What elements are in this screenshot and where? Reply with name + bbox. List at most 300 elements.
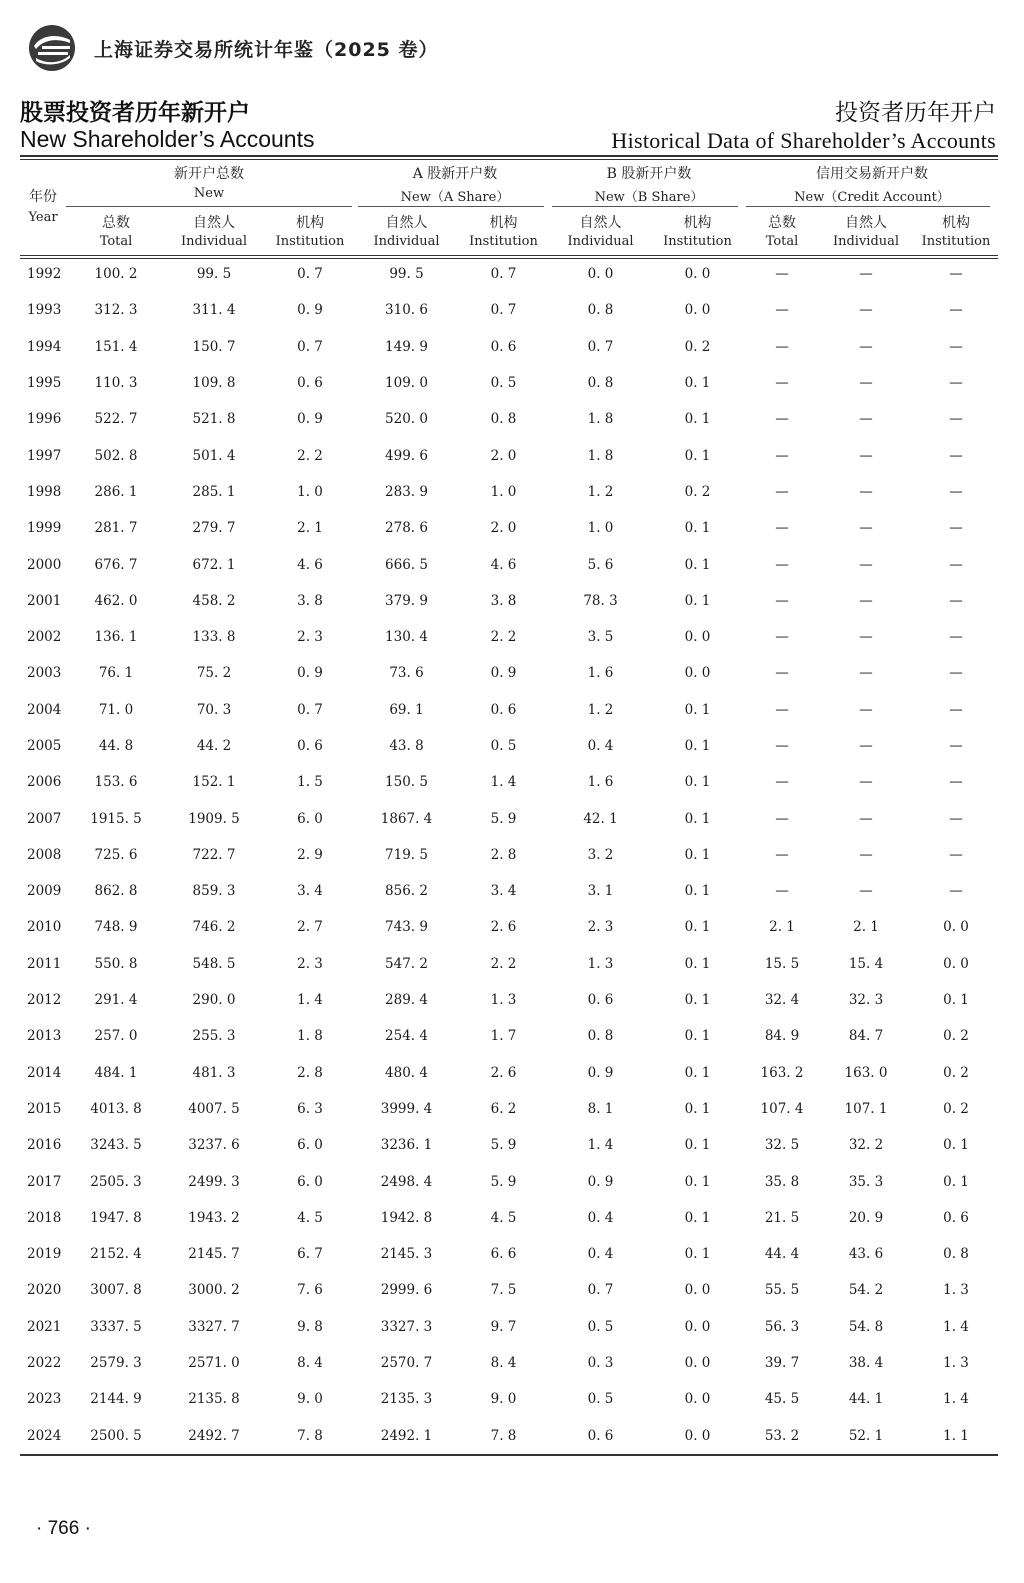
value-cell: —	[775, 447, 789, 464]
value-cell: 862. 8	[94, 883, 138, 900]
value-cell: 0. 4	[587, 738, 614, 754]
value-cell: 6. 0	[297, 1137, 323, 1154]
value-cell: —	[949, 592, 963, 609]
col-header-new-individual-en: Individual	[180, 234, 248, 249]
value-cell: 1. 8	[587, 411, 614, 428]
value-cell: 0. 6	[943, 1209, 969, 1226]
col-header-credit-individual-cn: 自然人	[845, 215, 887, 231]
value-cell: 676. 7	[94, 556, 138, 573]
value-cell: 3999. 4	[380, 1100, 433, 1117]
value-cell: 1942. 8	[380, 1209, 433, 1226]
value-cell: 2144. 9	[90, 1391, 142, 1408]
value-cell: 0. 4	[587, 1209, 614, 1226]
value-cell: 0. 8	[587, 1028, 614, 1045]
value-cell: 2. 6	[490, 919, 517, 936]
value-cell: 0. 1	[684, 992, 711, 1009]
value-cell: 283. 9	[385, 483, 428, 500]
value-cell: —	[775, 774, 789, 791]
section-title-cn: 投资者历年开户	[835, 100, 996, 126]
value-cell: 1. 6	[587, 665, 614, 682]
group-header-new-en: New	[193, 186, 225, 201]
value-cell: 6. 7	[297, 1246, 323, 1263]
book-header	[28, 22, 439, 74]
value-cell: 0. 0	[684, 1318, 711, 1335]
table-row	[20, 329, 998, 365]
value-cell: 0. 9	[587, 1064, 614, 1081]
value-cell: 75. 2	[196, 665, 232, 682]
col-header-credit-total-en: Total	[765, 234, 799, 249]
table-row	[20, 946, 998, 982]
value-cell: 6. 2	[490, 1100, 517, 1117]
value-cell: —	[859, 701, 873, 718]
value-cell: 6. 0	[297, 1173, 323, 1190]
value-cell: 7. 6	[297, 1282, 323, 1299]
table-row	[20, 692, 998, 728]
value-cell: 4. 6	[297, 556, 323, 573]
table-row	[20, 510, 998, 546]
year-cell: 1998	[27, 483, 62, 500]
value-cell: 0. 0	[684, 266, 711, 283]
value-cell: 0. 1	[684, 738, 711, 754]
value-cell: 153. 6	[94, 774, 138, 791]
value-cell: 0. 8	[587, 375, 614, 392]
value-cell: 45. 5	[764, 1391, 800, 1408]
value-cell: 8. 4	[490, 1355, 517, 1372]
value-cell: —	[949, 556, 963, 573]
value-cell: 3. 4	[490, 883, 517, 900]
value-cell: —	[775, 411, 789, 428]
value-cell: 0. 0	[684, 1427, 711, 1444]
value-cell: 0. 0	[684, 665, 711, 682]
value-cell: —	[949, 302, 963, 319]
col-header-a-individual-cn: 自然人	[385, 215, 428, 231]
value-cell: —	[949, 338, 963, 355]
value-cell: 0. 1	[684, 592, 711, 609]
year-cell: 2012	[27, 992, 62, 1009]
value-cell: 3236. 1	[380, 1137, 433, 1154]
value-cell: 5. 6	[587, 556, 614, 573]
value-cell: 130. 4	[385, 629, 428, 646]
value-cell: 0. 1	[684, 556, 711, 573]
value-cell: 53. 2	[764, 1427, 800, 1444]
table-row	[20, 474, 998, 510]
value-cell: 4. 6	[490, 556, 517, 573]
value-cell: 1. 7	[490, 1028, 517, 1045]
value-cell: 150. 5	[385, 774, 428, 791]
value-cell: 152. 1	[192, 774, 236, 791]
value-cell: —	[859, 883, 873, 900]
value-cell: 2570. 7	[380, 1355, 433, 1372]
value-cell: 672. 1	[192, 556, 236, 573]
value-cell: 1. 3	[490, 992, 517, 1009]
year-cell: 2020	[27, 1282, 62, 1299]
table-row	[20, 982, 998, 1018]
group-header-credit-en: New（Credit Account）	[794, 190, 950, 205]
value-cell: 4007. 5	[188, 1100, 240, 1117]
top-rule-thin	[20, 159, 998, 160]
value-cell: —	[949, 665, 963, 682]
value-cell: 84. 9	[764, 1028, 800, 1045]
value-cell: 71. 0	[98, 701, 134, 718]
value-cell: 3327. 3	[380, 1318, 433, 1335]
value-cell: 84. 7	[848, 1028, 884, 1045]
table-row	[20, 837, 998, 873]
value-cell: —	[859, 774, 873, 791]
value-cell: 0. 5	[587, 1318, 614, 1335]
value-cell: 2. 8	[297, 1064, 323, 1081]
value-cell: 0. 5	[587, 1391, 614, 1408]
value-cell: 3. 8	[490, 592, 517, 609]
value-cell: 2. 0	[490, 520, 517, 537]
value-cell: 44. 4	[764, 1246, 800, 1263]
value-cell: 2. 8	[490, 846, 517, 863]
year-cell: 2014	[27, 1064, 62, 1081]
bottom-rule	[20, 1454, 998, 1456]
value-cell: 9. 0	[490, 1391, 517, 1408]
value-cell: —	[859, 846, 873, 863]
value-cell: 1909. 5	[188, 810, 240, 827]
value-cell: 1. 2	[587, 701, 614, 718]
value-cell: 35. 8	[764, 1173, 800, 1190]
group-header-new-cn: 新开户总数	[174, 166, 244, 182]
value-cell: 0. 0	[684, 302, 711, 319]
value-cell: 0. 1	[684, 955, 711, 972]
value-cell: 107. 4	[760, 1100, 804, 1117]
value-cell: 4013. 8	[90, 1100, 142, 1117]
value-cell: —	[775, 883, 789, 900]
value-cell: 0. 2	[684, 338, 711, 355]
value-cell: 0. 4	[587, 1246, 614, 1263]
value-cell: 521. 8	[192, 411, 236, 428]
year-cell: 2022	[27, 1355, 62, 1372]
value-cell: 1. 0	[297, 483, 323, 500]
value-cell: 0. 1	[684, 1028, 711, 1045]
value-cell: 547. 2	[385, 955, 428, 972]
value-cell: —	[859, 520, 873, 537]
value-cell: 0. 2	[943, 1028, 969, 1045]
value-cell: 281. 7	[94, 520, 138, 537]
value-cell: 0. 3	[587, 1355, 614, 1372]
value-cell: 5. 9	[490, 1137, 517, 1154]
value-cell: 2. 0	[490, 447, 517, 464]
col-header-credit-total-cn: 总数	[768, 215, 796, 231]
year-cell: 2006	[27, 774, 62, 791]
year-cell: 2018	[27, 1209, 62, 1226]
page-number: · 766 ·	[36, 1518, 91, 1539]
col-header-b-individual-cn: 自然人	[579, 215, 622, 231]
year-cell: 2010	[27, 919, 62, 936]
table-row	[20, 583, 998, 619]
value-cell: 1. 4	[587, 1137, 614, 1154]
value-cell: 3000. 2	[188, 1282, 240, 1299]
value-cell: 136. 1	[94, 629, 138, 646]
year-cell: 2023	[27, 1391, 62, 1408]
group-rule-b-share	[552, 206, 738, 207]
value-cell: 0. 8	[943, 1246, 969, 1263]
value-cell: 43. 6	[848, 1246, 884, 1263]
table-body	[20, 256, 998, 1454]
value-cell: 5. 9	[490, 1173, 517, 1190]
year-cell: 2009	[27, 883, 62, 900]
table-row	[20, 401, 998, 437]
value-cell: —	[949, 810, 963, 827]
value-cell: 4. 5	[490, 1209, 517, 1226]
year-cell: 2024	[27, 1427, 62, 1444]
value-cell: 2. 9	[297, 846, 323, 863]
value-cell: 69. 1	[389, 701, 424, 718]
value-cell: 1915. 5	[90, 810, 142, 827]
year-cell: 2005	[27, 738, 62, 754]
section-title-en: Historical Data of Shareholder’s Accounts	[611, 128, 996, 153]
value-cell: 2152. 4	[90, 1246, 142, 1263]
value-cell: 2505. 3	[90, 1173, 142, 1190]
table-row	[20, 1091, 998, 1127]
value-cell: 7. 5	[490, 1282, 517, 1299]
table-row	[20, 873, 998, 909]
group-rule-a-share	[358, 206, 544, 207]
value-cell: —	[949, 447, 963, 464]
page-title-en: New Shareholder’s Accounts	[20, 126, 315, 152]
value-cell: —	[775, 375, 789, 392]
value-cell: 54. 8	[848, 1318, 884, 1335]
value-cell: 54. 2	[848, 1282, 884, 1299]
year-cell: 2021	[27, 1318, 62, 1335]
value-cell: 0. 0	[684, 1282, 711, 1299]
value-cell: 458. 2	[192, 592, 236, 609]
value-cell: 0. 7	[490, 266, 517, 283]
value-cell: 0. 2	[943, 1100, 969, 1117]
value-cell: 133. 8	[192, 629, 236, 646]
top-rule	[20, 155, 998, 157]
value-cell: 254. 4	[385, 1028, 428, 1045]
value-cell: 39. 7	[764, 1355, 800, 1372]
value-cell: 6. 3	[297, 1100, 323, 1117]
year-cell: 1994	[27, 338, 62, 355]
value-cell: 502. 8	[94, 447, 138, 464]
value-cell: 1. 3	[943, 1282, 969, 1299]
year-cell: 2017	[27, 1173, 62, 1190]
value-cell: 2. 2	[490, 629, 517, 646]
value-cell: 1. 5	[297, 774, 323, 791]
value-cell: 484. 1	[94, 1064, 138, 1081]
col-header-b-institution-cn: 机构	[683, 215, 712, 231]
value-cell: 163. 2	[760, 1064, 804, 1081]
value-cell: 163. 0	[844, 1064, 888, 1081]
value-cell: 9. 7	[490, 1318, 517, 1335]
value-cell: 2492. 1	[380, 1427, 433, 1444]
value-cell: 0. 9	[297, 411, 323, 428]
col-header-new-individual-cn: 自然人	[193, 215, 235, 231]
value-cell: 2. 1	[769, 919, 795, 936]
value-cell: 0. 7	[297, 266, 323, 283]
value-cell: 1. 4	[297, 992, 323, 1009]
value-cell: 0. 6	[490, 701, 517, 718]
value-cell: 1867. 4	[380, 810, 433, 827]
year-cell: 1992	[27, 266, 62, 283]
value-cell: 859. 3	[192, 883, 236, 900]
value-cell: 1. 0	[587, 520, 614, 537]
value-cell: 2. 3	[587, 919, 614, 936]
value-cell: 0. 1	[684, 1137, 711, 1154]
value-cell: 107. 1	[844, 1100, 888, 1117]
value-cell: 255. 3	[192, 1028, 236, 1045]
table-row	[20, 1309, 998, 1345]
value-cell: 1. 1	[943, 1427, 969, 1444]
value-cell: —	[859, 556, 873, 573]
value-cell: —	[859, 810, 873, 827]
value-cell: 32. 5	[764, 1137, 800, 1154]
value-cell: 3237. 6	[188, 1137, 240, 1154]
value-cell: 42. 1	[583, 810, 618, 827]
value-cell: 0. 1	[684, 810, 711, 827]
table-row	[20, 619, 998, 655]
value-cell: 0. 1	[684, 375, 711, 392]
value-cell: —	[859, 447, 873, 464]
table-row	[20, 1018, 998, 1054]
value-cell: 0. 1	[943, 1137, 969, 1154]
year-cell: 2003	[27, 665, 62, 682]
value-cell: —	[859, 592, 873, 609]
value-cell: 109. 8	[192, 375, 236, 392]
group-header-a-share-cn: A 股新开户数	[412, 166, 498, 182]
value-cell: 550. 8	[94, 955, 138, 972]
value-cell: 0. 1	[684, 1209, 711, 1226]
year-cell: 1997	[27, 447, 62, 464]
value-cell: 2571. 0	[188, 1355, 240, 1372]
value-cell: 0. 6	[587, 992, 614, 1009]
value-cell: 0. 1	[684, 520, 711, 537]
value-cell: —	[859, 302, 873, 319]
value-cell: 2579. 3	[90, 1355, 142, 1372]
year-cell: 2000	[27, 556, 62, 573]
value-cell: 286. 1	[94, 483, 138, 500]
value-cell: 0. 7	[490, 302, 517, 319]
value-cell: 2. 7	[297, 919, 323, 936]
value-cell: 2. 2	[297, 447, 323, 464]
value-cell: —	[775, 701, 789, 718]
value-cell: —	[949, 883, 963, 900]
accounts-table	[20, 256, 998, 1454]
col-header-year-en: Year	[28, 210, 58, 225]
value-cell: 0. 9	[587, 1173, 614, 1190]
year-cell: 2016	[27, 1137, 62, 1154]
group-header-credit-cn: 信用交易新开户数	[816, 166, 928, 182]
value-cell: 32. 4	[764, 992, 800, 1009]
value-cell: 3337. 5	[90, 1318, 142, 1335]
value-cell: 257. 0	[94, 1028, 138, 1045]
value-cell: 3. 8	[297, 592, 323, 609]
value-cell: —	[859, 338, 873, 355]
value-cell: 3243. 5	[90, 1137, 142, 1154]
value-cell: 0. 0	[684, 1355, 711, 1372]
value-cell: —	[949, 483, 963, 500]
value-cell: 78. 3	[583, 592, 618, 609]
value-cell: 0. 1	[684, 774, 711, 791]
value-cell: 522. 7	[94, 411, 138, 428]
value-cell: 1. 3	[943, 1355, 969, 1372]
value-cell: 1. 8	[587, 447, 614, 464]
value-cell: 1943. 2	[188, 1209, 240, 1226]
value-cell: —	[775, 810, 789, 827]
table-row	[20, 365, 998, 401]
value-cell: 32. 3	[848, 992, 884, 1009]
col-header-a-institution-cn: 机构	[489, 215, 518, 231]
value-cell: 3. 1	[587, 883, 614, 900]
value-cell: —	[949, 375, 963, 392]
value-cell: 110. 3	[94, 375, 138, 392]
value-cell: 76. 1	[98, 665, 134, 682]
value-cell: 43. 8	[389, 738, 424, 754]
value-cell: 2. 1	[853, 919, 879, 936]
value-cell: 311. 4	[192, 302, 236, 319]
value-cell: 856. 2	[385, 883, 428, 900]
value-cell: 548. 5	[192, 955, 236, 972]
value-cell: 44. 8	[98, 738, 134, 754]
year-cell: 2008	[27, 846, 62, 863]
value-cell: —	[949, 738, 963, 754]
value-cell: 2. 2	[490, 955, 517, 972]
value-cell: 0. 0	[684, 629, 711, 646]
value-cell: 1. 4	[490, 774, 517, 791]
col-header-credit-institution-cn: 机构	[942, 215, 970, 231]
value-cell: 0. 1	[684, 846, 711, 863]
value-cell: 2. 1	[297, 520, 323, 537]
value-cell: 0. 1	[684, 1173, 711, 1190]
value-cell: 0. 5	[490, 738, 517, 754]
value-cell: 1. 2	[587, 483, 614, 500]
value-cell: 70. 3	[196, 701, 232, 718]
col-header-a-individual-en: Individual	[373, 234, 440, 249]
value-cell: —	[949, 774, 963, 791]
group-rule-credit	[746, 206, 990, 207]
value-cell: 1. 8	[297, 1028, 323, 1045]
value-cell: 2. 6	[490, 1064, 517, 1081]
value-cell: —	[949, 411, 963, 428]
value-cell: 2135. 3	[380, 1391, 433, 1408]
value-cell: —	[949, 846, 963, 863]
value-cell: 151. 4	[94, 338, 138, 355]
value-cell: 743. 9	[385, 919, 428, 936]
table-row	[20, 1345, 998, 1381]
value-cell: 149. 9	[385, 338, 428, 355]
value-cell: —	[775, 592, 789, 609]
value-cell: 278. 6	[385, 520, 428, 537]
value-cell: 2498. 4	[380, 1173, 433, 1190]
value-cell: 312. 3	[94, 302, 138, 319]
value-cell: 1. 3	[587, 955, 614, 972]
value-cell: 0. 1	[943, 992, 969, 1009]
value-cell: 56. 3	[764, 1318, 800, 1335]
value-cell: 2499. 3	[188, 1173, 240, 1190]
value-cell: 0. 9	[297, 302, 323, 319]
value-cell: 0. 7	[297, 701, 323, 718]
value-cell: 44. 2	[196, 738, 232, 754]
value-cell: 0. 5	[490, 375, 517, 392]
value-cell: 0. 7	[297, 338, 323, 355]
value-cell: 0. 9	[490, 665, 517, 682]
value-cell: 44. 1	[848, 1391, 884, 1408]
value-cell: 2145. 7	[188, 1246, 240, 1263]
value-cell: 3327. 7	[188, 1318, 240, 1335]
value-cell: 0. 6	[587, 1427, 614, 1444]
value-cell: 719. 5	[385, 846, 428, 863]
value-cell: 666. 5	[385, 556, 428, 573]
year-cell: 1995	[27, 375, 62, 392]
value-cell: 0. 9	[297, 665, 323, 682]
col-header-new-total-cn: 总数	[102, 215, 130, 231]
value-cell: 3. 4	[297, 883, 323, 900]
value-cell: 0. 1	[684, 447, 711, 464]
